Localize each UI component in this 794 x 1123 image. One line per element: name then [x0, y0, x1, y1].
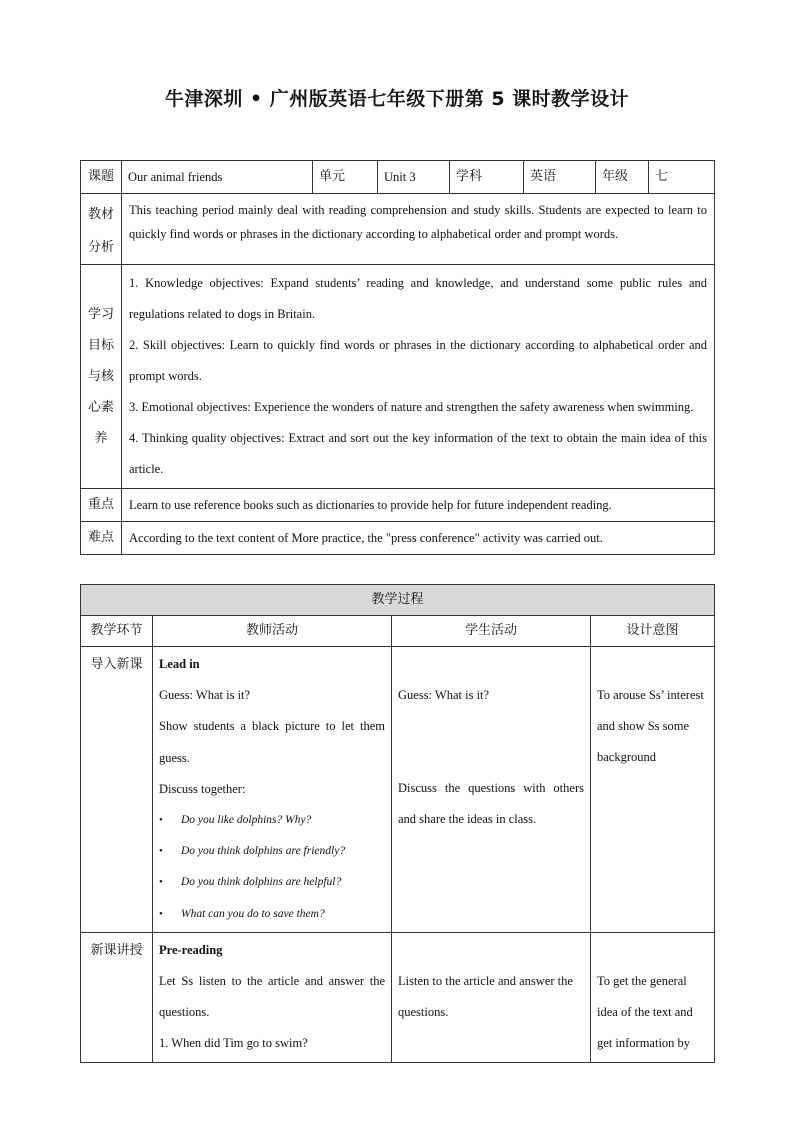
- objectives-row: [81, 265, 715, 489]
- grade-label: 年级: [596, 161, 649, 194]
- difficulty-row: [81, 522, 715, 555]
- grade-value: 七: [649, 161, 715, 194]
- analysis-label: 教材分析: [81, 194, 122, 265]
- analysis-row: [81, 194, 715, 265]
- lead-in-t1: Guess: What is it?: [159, 688, 251, 703]
- objective-item: 3. Emotional objectives: Experience the wonders of nature and strengthen the safety awareness when swimming.: [129, 400, 694, 414]
- header-purpose: 设计意图: [591, 616, 715, 647]
- subject-label: 学科: [450, 161, 524, 194]
- page-title: 牛津深圳 • 广州版英语七年级下册第 5 课时教学设计: [164, 88, 630, 110]
- key-label: 重点: [81, 489, 122, 522]
- new-lesson-t1: Let Ss listen to the article and answer the questions.: [159, 974, 385, 1020]
- lead-in-student: [392, 647, 591, 933]
- teaching-process-table: [80, 584, 715, 1063]
- lead-in-t3: Discuss together:: [159, 781, 246, 796]
- course-value: Our animal friends: [122, 161, 313, 194]
- subject-value: 英语: [524, 161, 596, 194]
- new-lesson-student: Listen to the article and answer the questions.: [392, 932, 591, 1062]
- course-row: [81, 161, 715, 194]
- lead-in-s2: Discuss the questions with others and share the ideas in class.: [398, 781, 584, 827]
- key-row: [81, 489, 715, 522]
- difficulty-text: According to the text content of More practice, the "press conference" activity was carried out.: [122, 522, 715, 555]
- new-lesson-t2: 1. When did Tim go to swim?: [159, 1036, 308, 1051]
- header-student: 学生活动: [392, 616, 591, 647]
- question-item: • Do you think dolphins are helpful?: [159, 867, 385, 898]
- bullet-icon: •: [159, 814, 163, 827]
- bullet-icon: •: [159, 845, 163, 858]
- difficulty-label: 难点: [81, 522, 122, 555]
- lead-in-t2: Show students a black picture to let them guess.: [159, 719, 385, 765]
- discussion-questions: [159, 805, 385, 930]
- course-label: 课题: [81, 161, 122, 194]
- lead-in-stage: 导入新课: [81, 647, 153, 933]
- lead-in-teacher: [153, 647, 392, 933]
- lead-in-row: [81, 647, 715, 933]
- new-lesson-heading: Pre-reading: [159, 942, 223, 957]
- question-item: • Do you think dolphins are friendly?: [159, 836, 385, 867]
- header-stage: 教学环节: [81, 616, 153, 647]
- lesson-info-table: [80, 160, 715, 555]
- lead-in-s1: Guess: What is it?: [398, 688, 490, 702]
- objectives-label: 学习目标与核心素养: [81, 265, 122, 489]
- bullet-icon: •: [159, 876, 163, 889]
- analysis-text: This teaching period mainly deal with reading comprehension and study skills. Students are expected to learn to quickly find words or phrases in the dictionary according to alphabetical order and prompt words.: [122, 194, 715, 265]
- unit-value: Unit 3: [378, 161, 450, 194]
- process-header-row: [81, 616, 715, 647]
- process-band-row: [81, 585, 715, 616]
- objective-item: 4. Thinking quality objectives: Extract and sort out the key information of the text to obtain the main idea of this article.: [129, 431, 707, 476]
- bullet-icon: •: [159, 907, 163, 920]
- new-lesson-row: [81, 932, 715, 1062]
- header-teacher: 教师活动: [153, 616, 392, 647]
- objective-item: 2. Skill objectives: Learn to quickly find words or phrases in the dictionary according to alphabetical order and prompt words.: [129, 338, 707, 383]
- lead-in-heading: Lead in: [159, 657, 200, 671]
- objective-item: 1. Knowledge objectives: Expand students’ reading and knowledge, and understand some public rules and regulations related to dogs in Britain.: [129, 276, 707, 321]
- new-lesson-teacher: [153, 932, 392, 1062]
- key-text: Learn to use reference books such as dictionaries to provide help for future independent reading.: [122, 489, 715, 522]
- question-item: • Do you like dolphins? Why?: [159, 805, 385, 836]
- process-band: 教学过程: [81, 585, 715, 616]
- new-lesson-purpose: To get the general idea of the text and get information by: [591, 932, 715, 1062]
- unit-label: 单元: [313, 161, 378, 194]
- new-lesson-stage: 新课讲授: [81, 932, 153, 1062]
- question-item: • What can you do to save them?: [159, 899, 385, 930]
- objectives-list: [122, 265, 715, 489]
- lead-in-purpose: To arouse Ss’ interest and show Ss some background: [591, 647, 715, 933]
